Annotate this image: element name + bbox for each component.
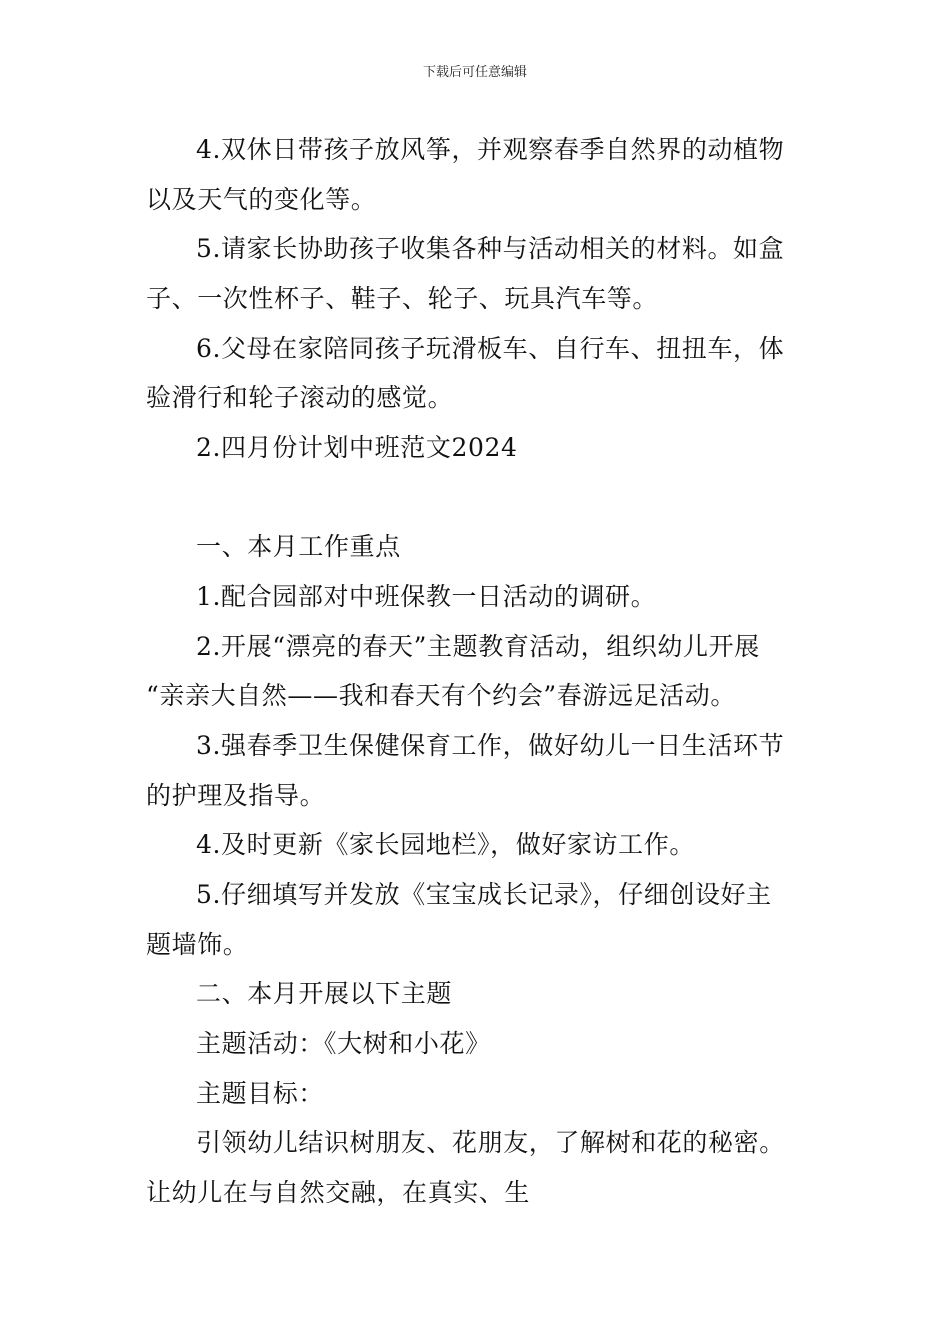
paragraph-line: 4.双休日带孩子放风筝，并观察春季自然界的动植物 — [196, 135, 785, 164]
paragraph-line: 主题目标： — [196, 1079, 325, 1108]
section-heading: 2.四月份计划中班范文2024 — [196, 433, 518, 462]
paragraph-line: 6.父母在家陪同孩子玩滑板车、自行车、扭扭车，体 — [196, 334, 785, 363]
paragraph-line: 引领幼儿结识树朋友、花朋友，了解树和花的秘密。 — [196, 1128, 785, 1157]
paragraph-line: 5.仔细填写并发放《宝宝成长记录》，仔细创设好主 — [196, 880, 772, 909]
section-heading: 二、本月开展以下主题 — [196, 979, 453, 1008]
paragraph-line: 主题活动：《大树和小花》 — [196, 1029, 491, 1058]
paragraph-line: 验滑行和轮子滚动的感觉。 — [146, 383, 454, 412]
paragraph-line: 4.及时更新《家长园地栏》，做好家访工作。 — [196, 830, 695, 859]
paragraph-line: 的护理及指导。 — [146, 781, 326, 810]
paragraph-line: 子、一次性杯子、鞋子、轮子、玩具汽车等。 — [146, 284, 659, 313]
paragraph-line: 以及天气的变化等。 — [146, 185, 377, 214]
paragraph-line: 题墙饰。 — [146, 930, 249, 959]
paragraph-line: 3.强春季卫生保健保育工作，做好幼儿一日生活环节 — [196, 731, 785, 760]
paragraph-line: 2.开展“漂亮的春天”主题教育活动，组织幼儿开展 — [196, 632, 760, 661]
paragraph-line: 让幼儿在与自然交融，在真实、生 — [146, 1178, 531, 1207]
paragraph-line: “亲亲大自然——我和春天有个约会”春游远足活动。 — [146, 681, 736, 710]
page-header: 下载后可任意编辑 — [422, 65, 527, 80]
paragraph-line: 5.请家长协助孩子收集各种与活动相关的材料。如盒 — [196, 234, 785, 263]
paragraph-line: 1.配合园部对中班保教一日活动的调研。 — [196, 582, 657, 611]
section-heading: 一、本月工作重点 — [196, 532, 401, 561]
